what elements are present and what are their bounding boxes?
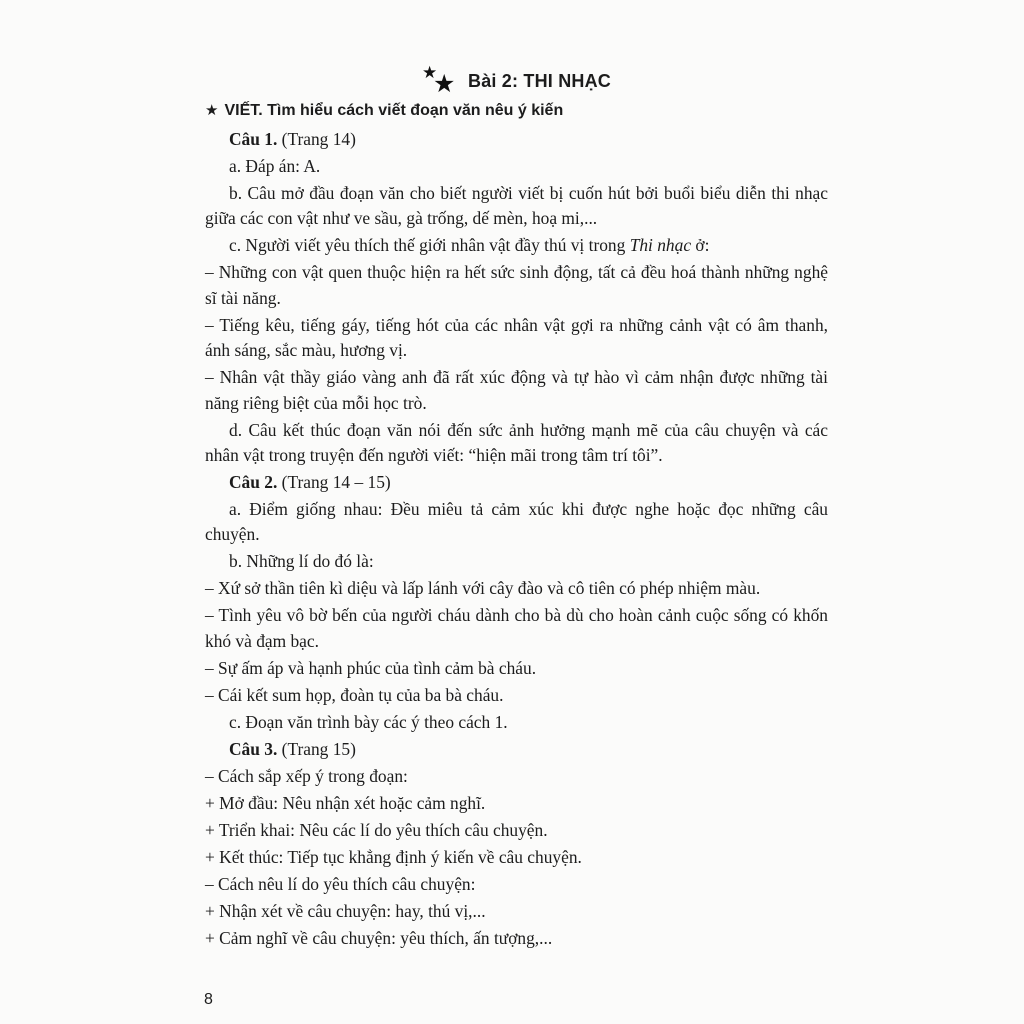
answer-bullet: – Cái kết sum họp, đoàn tụ của ba bà cháu. [205,684,504,705]
question-label: Câu 3. [229,738,278,759]
answer-text: c. Người viết yêu thích thế giới nhân vật đầy thú vị trong [229,235,626,256]
question-label: Câu 2. [229,472,278,493]
answer-bullet: + Nhận xét về câu chuyện: hay, thú vị,... [205,900,486,921]
lesson-title: Bài 2: THI NHẠC [468,70,612,91]
answer-line [205,233,828,258]
answer-text-end: ở: [691,235,710,256]
page-number: 8 [204,991,213,1008]
answer-bullet: – Tình yêu vô bờ bến của người cháu dành cho bà dù cho hoàn cảnh cuộc sống có khốn khó và đạm bạc. [205,605,828,651]
lesson-title-block [420,64,611,98]
answer-bullet: – Xứ sở thần tiên kì diệu và lấp lánh với cây đào và cô tiên có phép nhiệm màu. [205,578,761,599]
answer-bullet: + Kết thúc: Tiếp tục khẳng định ý kiến về câu chuyện. [205,846,582,867]
answer-bullet: – Cách nêu lí do yêu thích câu chuyện: [205,873,476,894]
section-heading [205,101,563,120]
question-heading [205,127,828,152]
answer-bullet: + Triển khai: Nêu các lí do yêu thích câu chuyện. [205,819,548,840]
answer-paragraph: d. Câu kết thúc đoạn văn nói đến sức ảnh hưởng mạnh mẽ của câu chuyện và các nhân vật trong truyện đến người viết: “hiện mãi trong tâm trí tôi”. [205,419,828,466]
answer-bullet: + Cảm nghĩ về câu chuyện: yêu thích, ấn tượng,... [205,927,553,948]
question-page-ref: (Trang 14 – 15) [277,472,391,493]
answer-line: b. Những lí do đó là: [229,551,374,572]
answer-paragraph: b. Câu mở đầu đoạn văn cho biết người viết bị cuốn hút bởi buổi biểu diễn thi nhạc giữa các con vật như ve sầu, gà trống, dế mèn, hoạ mi,... [205,183,828,229]
answer-bullet: – Tiếng kêu, tiếng gáy, tiếng hót của các nhân vật gợi ra những cảnh vật có âm thanh, ánh sáng, sắc màu, hương vị. [205,314,828,361]
answer-bullet: – Sự ấm áp và hạnh phúc của tình cảm bà cháu. [205,657,537,678]
question-heading [205,737,828,762]
star-bullet-icon: ★ [205,102,219,119]
document-body [205,127,828,953]
section-heading-text: VIẾT. Tìm hiểu cách viết đoạn văn nêu ý kiến [224,102,564,119]
answer-bullet: – Nhân vật thầy giáo vàng anh đã rất xúc động và tự hào vì cảm nhận được những tài năng riêng biệt của mỗi học trò. [205,367,828,413]
answer-line: c. Đoạn văn trình bày các ý theo cách 1. [229,711,508,732]
question-label: Câu 1. [229,129,278,149]
answer-line: a. Đáp án: A. [229,156,321,176]
question-page-ref: (Trang 15) [277,738,356,759]
stars-icon: ★ ★ [422,63,456,98]
answer-bullet: – Những con vật quen thuộc hiện ra hết sức sinh động, tất cả đều hoá thành những nghệ sĩ tài năng. [205,262,828,308]
question-heading [205,470,828,495]
answer-bullet: – Cách sắp xếp ý trong đoạn: [205,765,408,786]
answer-bullet: + Mở đầu: Nêu nhận xét hoặc cảm nghĩ. [205,792,486,813]
question-page-ref: (Trang 14) [277,129,356,149]
story-title: Thi nhạc [629,235,692,256]
answer-paragraph: a. Điểm giống nhau: Đều miêu tả cảm xúc khi được nghe hoặc đọc những câu chuyện. [205,499,828,545]
